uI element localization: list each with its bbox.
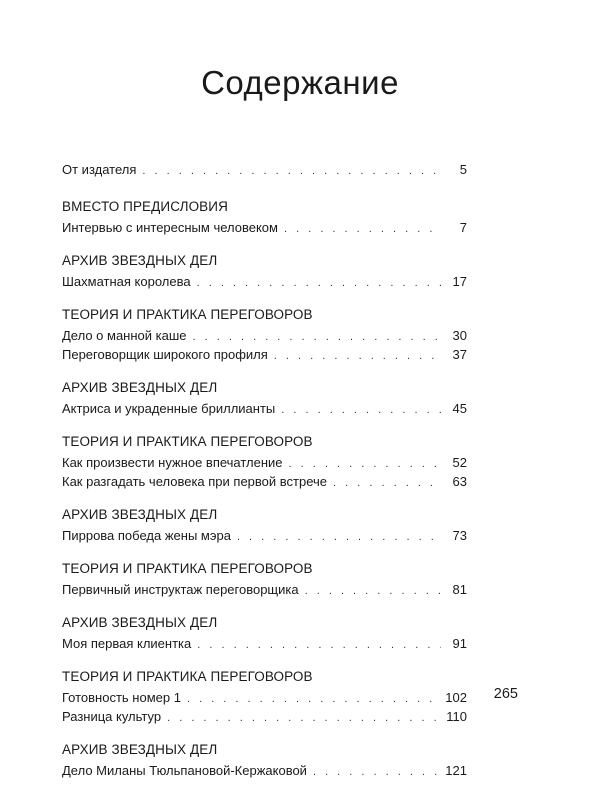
toc-entry-title: Дело о манной каше — [62, 328, 187, 343]
toc-section — [62, 506, 467, 545]
toc-entry-title: Как произвести нужное впечатление — [62, 455, 283, 470]
toc-entry[interactable] — [62, 688, 467, 707]
toc-entry[interactable] — [62, 634, 467, 653]
toc-entry-page: 81 — [452, 582, 467, 597]
toc-entry[interactable] — [62, 345, 467, 364]
section-heading: ТЕОРИЯ И ПРАКТИКА ПЕРЕГОВОРОВ — [62, 434, 313, 449]
toc-entry-page: 102 — [445, 690, 467, 705]
toc-section — [62, 198, 467, 237]
toc-entry-title: Пиррова победа жены мэра — [62, 528, 231, 543]
toc-section — [62, 379, 467, 418]
dot-leader — [274, 347, 441, 366]
toc-entry-title: Первичный инструктаж переговорщика — [62, 582, 299, 597]
section-heading: АРХИВ ЗВЕЗДНЫХ ДЕЛ — [62, 253, 218, 268]
section-heading: АРХИВ ЗВЕЗДНЫХ ДЕЛ — [62, 615, 218, 630]
dot-leader — [305, 582, 441, 601]
dot-leader — [197, 274, 441, 293]
toc-section — [62, 252, 467, 291]
section-heading: ВМЕСТО ПРЕДИСЛОВИЯ — [62, 199, 228, 214]
toc-entry[interactable] — [62, 526, 467, 545]
dot-leader — [197, 636, 441, 655]
toc-entry-page: 121 — [445, 763, 467, 778]
toc-entry[interactable] — [62, 326, 467, 345]
dot-leader — [313, 763, 439, 782]
toc-entry-title: Интервью с интересным человеком — [62, 220, 278, 235]
toc-entry-page: 17 — [452, 274, 467, 289]
section-heading: АРХИВ ЗВЕЗДНЫХ ДЕЛ — [62, 380, 218, 395]
toc-entry-title: Шахматная королева — [62, 274, 191, 289]
dot-leader — [167, 709, 440, 728]
toc-entry-page: 5 — [459, 162, 467, 177]
dot-leader — [284, 220, 441, 239]
toc-entry-title: Дело Миланы Тюльпановой-Кержаковой — [62, 763, 307, 778]
toc-entry-page: 73 — [452, 528, 467, 543]
toc-entry[interactable] — [62, 160, 467, 179]
toc-entry-title: Разница культур — [62, 709, 162, 724]
toc-entry-title: От издателя — [62, 162, 137, 177]
dot-leader — [237, 528, 441, 547]
toc-section — [62, 668, 467, 726]
toc-entry-title: Актриса и украденные бриллианты — [62, 401, 276, 416]
toc-entry[interactable] — [62, 453, 467, 472]
toc-entry-title: Моя первая клиентка — [62, 636, 192, 651]
page-title: Содержание — [201, 64, 399, 101]
toc-entry-title: Как разгадать человека при первой встрече — [62, 474, 328, 489]
toc-entry-page: 45 — [452, 401, 467, 416]
section-heading: ТЕОРИЯ И ПРАКТИКА ПЕРЕГОВОРОВ — [62, 307, 313, 322]
page-number: 265 — [493, 686, 518, 702]
toc-section — [62, 433, 467, 491]
toc-section — [62, 614, 467, 653]
toc-section — [62, 160, 467, 179]
table-of-contents — [62, 160, 467, 795]
toc-entry-page: 30 — [452, 328, 467, 343]
toc-entry-title: Готовность номер 1 — [62, 690, 181, 705]
toc-entry-page: 7 — [459, 220, 467, 235]
toc-entry-title: Переговорщик широкого профиля — [62, 347, 268, 362]
toc-section — [62, 741, 467, 780]
toc-entry[interactable] — [62, 472, 467, 491]
dot-leader — [187, 690, 439, 709]
toc-entry[interactable] — [62, 707, 467, 726]
toc-section — [62, 560, 467, 599]
toc-entry-page: 52 — [452, 455, 467, 470]
toc-section — [62, 306, 467, 364]
toc-entry[interactable] — [62, 399, 467, 418]
toc-entry[interactable] — [62, 218, 467, 237]
toc-entry[interactable] — [62, 761, 467, 780]
dot-leader — [333, 474, 441, 493]
toc-entry-page: 110 — [446, 709, 467, 724]
section-heading: АРХИВ ЗВЕЗДНЫХ ДЕЛ — [62, 742, 218, 757]
toc-entry-page: 91 — [452, 636, 467, 651]
dot-leader — [281, 401, 441, 420]
toc-entry-page: 37 — [452, 347, 467, 362]
section-heading: АРХИВ ЗВЕЗДНЫХ ДЕЛ — [62, 507, 218, 522]
toc-entry[interactable] — [62, 580, 467, 599]
section-heading: ТЕОРИЯ И ПРАКТИКА ПЕРЕГОВОРОВ — [62, 669, 313, 684]
toc-entry-page: 63 — [452, 474, 467, 489]
toc-entry[interactable] — [62, 272, 467, 291]
dot-leader — [142, 162, 441, 181]
section-heading: ТЕОРИЯ И ПРАКТИКА ПЕРЕГОВОРОВ — [62, 561, 313, 576]
